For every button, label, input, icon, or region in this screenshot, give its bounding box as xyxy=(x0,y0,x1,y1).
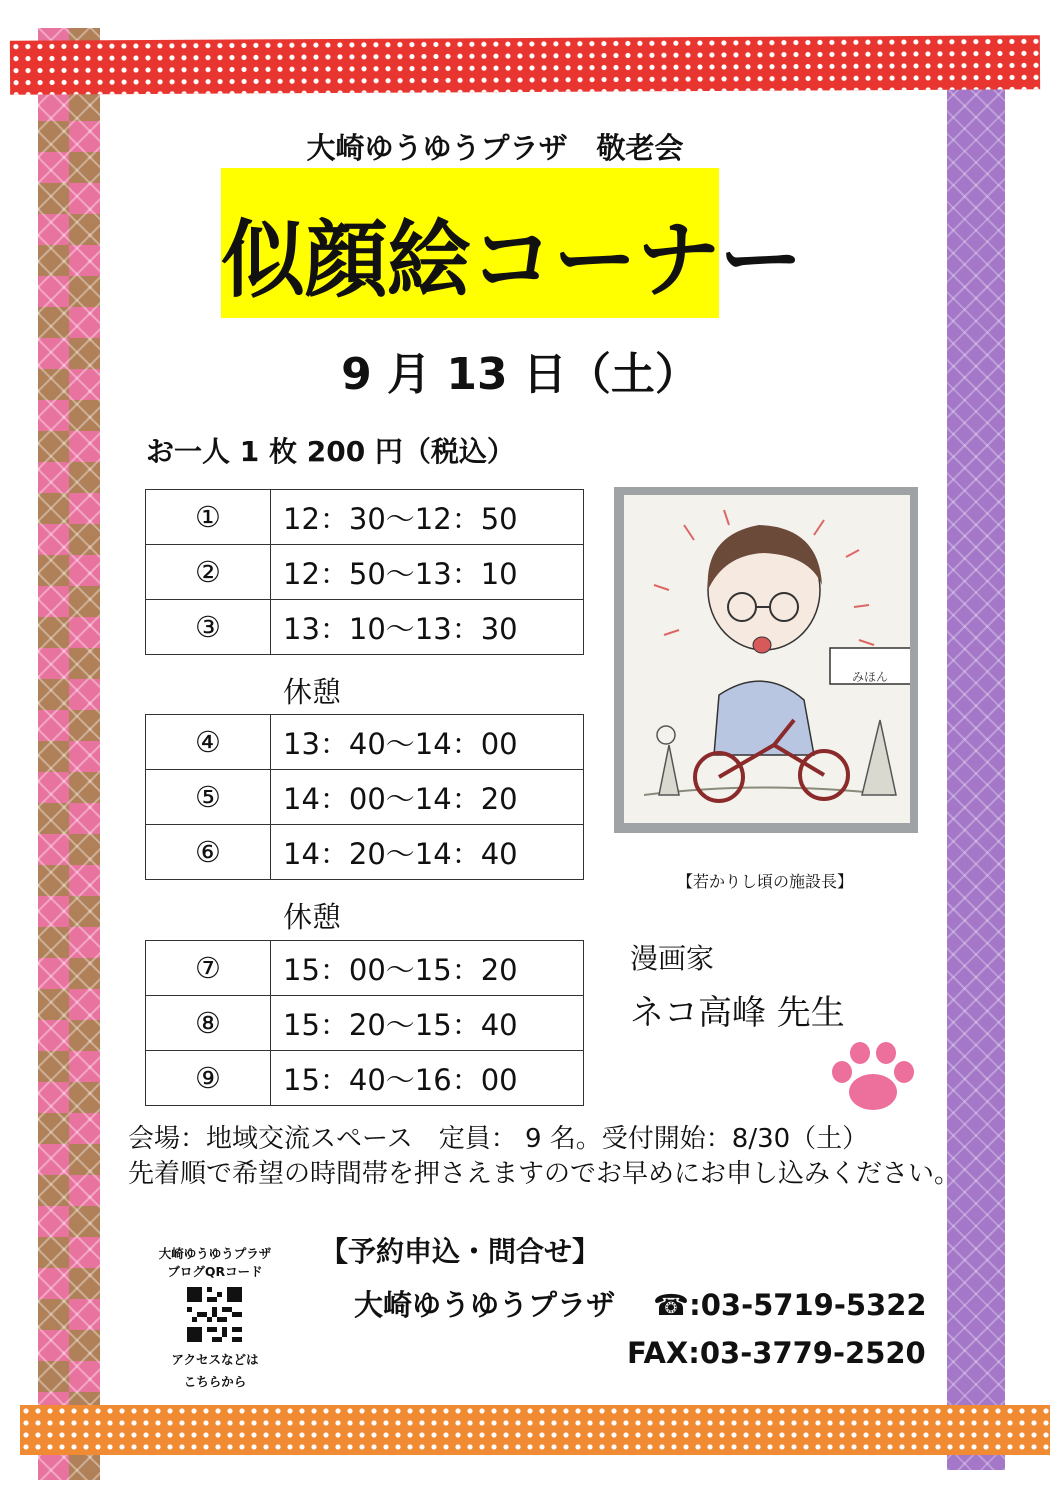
slot-number: ③ xyxy=(146,600,271,655)
artist-role: 漫画家 xyxy=(630,942,715,975)
qr-code[interactable] xyxy=(187,1287,242,1342)
name-tag-text: みほん xyxy=(852,670,889,684)
table-row xyxy=(146,996,584,1051)
schedule-table-1 xyxy=(145,489,584,655)
contact-heading: 【予約申込・問合せ】 xyxy=(320,1235,601,1268)
table-row xyxy=(146,490,584,545)
paw-icon xyxy=(828,1040,918,1112)
slot-number: ④ xyxy=(146,715,271,770)
slot-time: 12：30～12：50 xyxy=(271,490,584,545)
right-border-tape xyxy=(947,60,1005,1470)
slot-number: ② xyxy=(146,545,271,600)
slot-time: 15：20～15：40 xyxy=(271,996,584,1051)
artist-name: ネコ高峰 先生 xyxy=(630,993,845,1033)
event-date: 9 月 13 日（土） xyxy=(341,349,699,400)
slot-time: 13：40～14：00 xyxy=(271,715,584,770)
slot-number: ① xyxy=(146,490,271,545)
caricature-board xyxy=(624,495,910,823)
schedule-table-2 xyxy=(145,714,584,880)
qr-label-line3: アクセスなどは xyxy=(171,1352,259,1367)
phone-number[interactable]: :03-5719-5322 xyxy=(689,1288,927,1322)
org-name: 大崎ゆうゆうプラザ xyxy=(354,1288,616,1322)
venue-event-title: 大崎ゆうゆうプラザ 敬老会 xyxy=(306,131,684,165)
qr-label-line1: 大崎ゆうゆうプラザ xyxy=(158,1246,272,1261)
table-row xyxy=(146,825,584,880)
slot-time: 15：00～15：20 xyxy=(271,941,584,996)
sample-caricature-image xyxy=(614,487,918,833)
table-row xyxy=(146,600,584,655)
price-text: お一人 1 枚 200 円（税込） xyxy=(146,435,515,468)
left-border-tape xyxy=(38,28,100,1480)
venue-info: 会場：地域交流スペース 定員： 9 名。受付開始：8/30（土） xyxy=(128,1124,869,1154)
top-border-tape xyxy=(10,35,1040,94)
slot-number: ⑦ xyxy=(146,941,271,996)
table-row xyxy=(146,715,584,770)
slot-time: 14：00～14：20 xyxy=(271,770,584,825)
break-label: 休憩 xyxy=(283,900,342,934)
slot-time: 12：50～13：10 xyxy=(271,545,584,600)
qr-label-line2: ブログQRコード xyxy=(167,1264,263,1279)
schedule-table-3 xyxy=(145,940,584,1106)
slot-time: 13：10～13：30 xyxy=(271,600,584,655)
break-label: 休憩 xyxy=(283,675,342,709)
slot-time: 15：40～16：00 xyxy=(271,1051,584,1106)
booking-note: 先着順で希望の時間帯を押さえますのでお早めにお申し込みください。 xyxy=(128,1159,961,1189)
table-row xyxy=(146,545,584,600)
fax-number: FAX:03-3779-2520 xyxy=(627,1336,926,1370)
table-row xyxy=(146,941,584,996)
caricature-illustration xyxy=(624,495,910,823)
slot-time: 14：20～14：40 xyxy=(271,825,584,880)
image-caption: 【若かりし頃の施設長】 xyxy=(676,872,853,891)
main-title: 似顔絵コーナー xyxy=(221,211,803,309)
table-row xyxy=(146,1051,584,1106)
phone-icon: ☎ xyxy=(653,1288,690,1322)
slot-number: ⑥ xyxy=(146,825,271,880)
slot-number: ⑤ xyxy=(146,770,271,825)
bottom-border-tape xyxy=(20,1405,1050,1455)
slot-number: ⑧ xyxy=(146,996,271,1051)
slot-number: ⑨ xyxy=(146,1051,271,1106)
contact-phone-line xyxy=(354,1283,927,1324)
qr-label-line4: こちらから xyxy=(183,1374,247,1389)
table-row xyxy=(146,770,584,825)
